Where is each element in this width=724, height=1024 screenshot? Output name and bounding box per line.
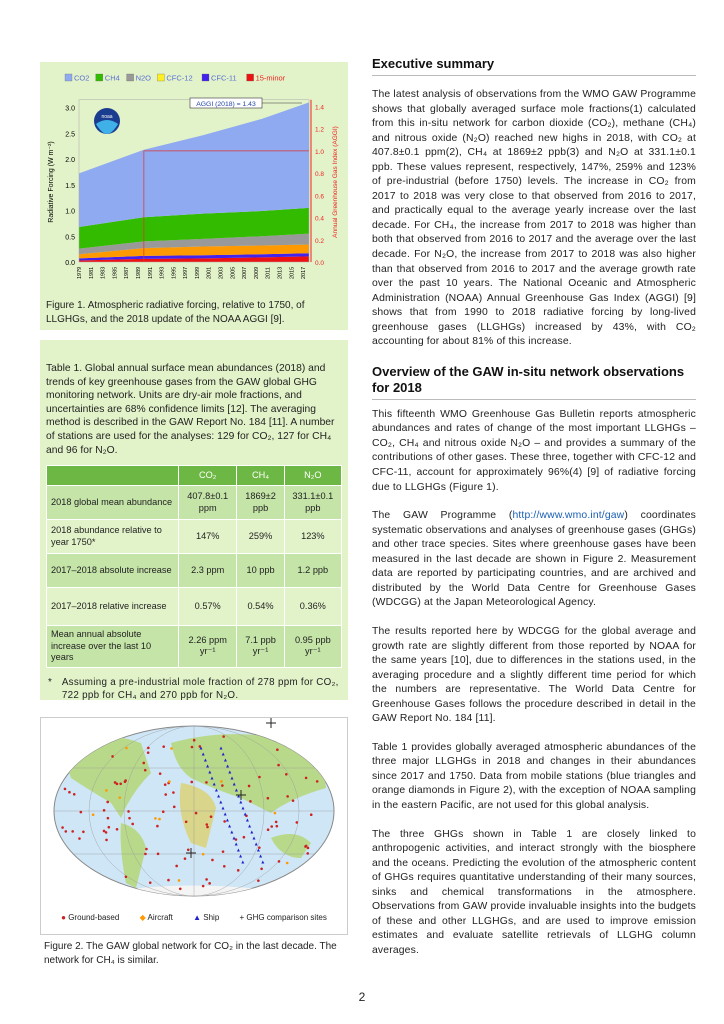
ground-based-icon: ●: [61, 913, 66, 922]
table-cell: 7.1 ppb yr⁻¹: [237, 626, 284, 668]
y-tick-label: 2.5: [65, 131, 75, 139]
station-marker: [178, 879, 181, 882]
y2-tick-label: 1.2: [315, 126, 325, 134]
station-marker: [147, 751, 150, 754]
page-number: 2: [358, 990, 366, 1004]
table1-footnote: * Assuming a pre-industrial mole fraction of 278 ppm for CO₂, 722 ppb for CH₄ and 270 ppb for N₂O.: [48, 676, 339, 701]
station-marker: [170, 747, 173, 750]
table1-box: [40, 340, 348, 700]
station-marker: [107, 817, 110, 820]
station-marker: [267, 797, 270, 800]
table-cell: 1869±2 ppb: [237, 486, 284, 520]
station-marker: [243, 836, 246, 839]
station-marker: [223, 865, 226, 868]
station-marker: [206, 826, 209, 829]
station-marker: [275, 821, 278, 824]
station-marker: [173, 806, 176, 809]
legend-swatch: [65, 74, 72, 81]
station-marker: [276, 748, 279, 751]
map-legend: ● Ground-based ◆ Aircraft ▲ Ship + GHG comparison sites: [61, 913, 327, 922]
station-marker: [211, 859, 214, 862]
row-label: 2017–2018 relative increase: [47, 588, 179, 626]
figure2-caption: Figure 2. The GAW global network for CO₂ in the last decade. The network for CH₄ is similar.: [44, 941, 337, 966]
legend-swatch: [202, 74, 209, 81]
aircraft-icon: ◆: [139, 913, 146, 922]
x-tick-label: 1993: [159, 266, 166, 279]
x-tick-label: 1979: [77, 266, 83, 279]
station-marker: [127, 810, 130, 813]
row-label: Mean annual absolute increase over the last 10 years: [47, 626, 179, 668]
station-marker: [154, 817, 157, 820]
table-row: [47, 626, 342, 668]
station-marker: [61, 826, 64, 829]
table-cell: 0.57%: [179, 588, 237, 626]
legend-swatch: [247, 74, 254, 81]
station-marker: [142, 762, 145, 765]
header-co2: CO₂: [179, 466, 237, 486]
y-tick-label: 0.5: [65, 234, 75, 242]
table-row: [47, 588, 342, 626]
table-cell: 331.1±0.1 ppb: [284, 486, 341, 520]
station-marker: [305, 845, 308, 848]
station-marker: [82, 830, 85, 833]
station-marker: [190, 781, 193, 784]
station-marker: [92, 813, 95, 816]
x-tick-label: 1989: [135, 266, 142, 279]
station-marker: [191, 746, 194, 749]
executive-summary-heading: Executive summary: [372, 56, 696, 76]
y2-tick-label: 1.4: [315, 104, 325, 112]
table-cell: 2.3 ppm: [179, 554, 237, 588]
executive-summary-text: The latest analysis of observations from the WMO GAW Programme shows that globally averaged surface mole fractions(1) calculated from this in-situ network for carbon dioxide (CO₂), methane (CH₄) and nitrous oxide (N₂O) reached new highs in 2018, with CO₂ at 407.8±0.1 ppm(2), CH₄ at 1869±2 ppb(3) and N₂O at 331.1±0.1 ppb. These values represent, respectively, 147%, 259% and 123% of pre-industrial (before 1750) levels. The increase in CO₂ from 2017 to 2018 was very close to that observed from 2016 to 2017, and practically equal to the average yearly increase over the last decade. For CH₄, the increase from 2017 to 2018 was higher than both that observed from 2016 to 2017 and the average over the last decade. For N₂O, the increase from 2017 to 2018 was also higher than that observed from 2016 to 2017 and the average growth rate over the past 10 years. The National Oceanic and Atmospheric Administration (NOAA) Annual Greenhouse Gas Index (AGGI) [9] shows that from 1990 to 2018 radiative forcing by long-lived greenhouse gases (LLGHGs) increased by 43%, with CO₂ accounting for about 81% of this increase.: [372, 89, 696, 348]
noaa-logo-text: noaa: [101, 114, 113, 120]
x-tick-label: 1997: [183, 266, 190, 279]
figure2-box: [40, 717, 348, 935]
x-tick-label: 1985: [112, 266, 119, 279]
station-marker: [292, 799, 295, 802]
table-cell: 0.36%: [284, 588, 341, 626]
station-marker: [125, 747, 128, 750]
station-marker: [285, 773, 288, 776]
station-marker: [162, 810, 165, 813]
station-marker: [119, 782, 122, 785]
station-marker: [202, 853, 205, 856]
header-n2o: N₂O: [284, 466, 341, 486]
station-marker: [64, 788, 67, 791]
station-marker: [195, 812, 198, 815]
y2-tick-label: 1.0: [315, 148, 325, 156]
table-cell: 123%: [284, 520, 341, 554]
legend-label: N2O: [135, 73, 152, 83]
x-tick-label: 1987: [124, 266, 131, 279]
x-tick-label: 2011: [265, 267, 272, 279]
station-marker: [184, 857, 187, 860]
station-marker: [145, 848, 148, 851]
table-cell: 147%: [179, 520, 237, 554]
station-marker: [144, 853, 147, 856]
table1-caption: Table 1. Global annual surface mean abundances (2018) and trends of key greenhouse gases from the GAW global GHG monitoring network. Units are dry-air mole fractions, and uncertainties are 68% confidence limits [12]. The averaging method is described in the GAW Report No. 184 [11]. A number of stations are used for the analyses: 129 for CO₂, 127 for CH₄ and 96 for N₂O.: [46, 363, 335, 456]
x-tick-label: 2009: [253, 266, 260, 279]
table-cell: 0.54%: [237, 588, 284, 626]
y2-tick-label: 0.4: [315, 215, 325, 223]
station-marker: [205, 878, 208, 881]
legend-label: CO2: [74, 73, 90, 83]
table-cell: 407.8±0.1 ppm: [179, 486, 237, 520]
station-marker: [286, 862, 289, 865]
station-marker: [73, 793, 76, 796]
station-marker: [108, 826, 111, 829]
station-marker: [147, 747, 150, 750]
row-label: 2018 global mean abundance: [47, 486, 179, 520]
overview-heading: Overview of the GAW in-situ network observations for 2018: [372, 364, 696, 400]
station-marker: [205, 781, 208, 784]
station-marker: [316, 780, 319, 783]
header-ch4: CH₄: [237, 466, 284, 486]
x-tick-label: 2007: [242, 266, 249, 279]
y2-tick-label: 0.8: [315, 171, 325, 179]
y2-tick-label: 0.6: [315, 193, 325, 201]
station-marker: [103, 809, 106, 812]
station-marker: [306, 852, 309, 855]
station-marker: [105, 831, 108, 834]
station-marker: [185, 820, 188, 823]
station-marker: [164, 793, 167, 796]
table-row: [47, 520, 342, 554]
legend-label: CH4: [104, 73, 120, 83]
table-row: [47, 554, 342, 588]
table-cell: 259%: [237, 520, 284, 554]
right-column: Executive summary The latest analysis of observations from the WMO GAW Programme shows that globally averaged surface mole fractions(1) calculated from this in-situ network for carbon dioxide (CO₂), methane (CH₄) and nitrous oxide (N₂O) reached new highs in 2018, with CO₂ at 407.8±0.1 ppm(2), CH₄ at 1869±2 ppb(3) and N₂O at 331.1±0.1 ppb. These values represent, respectively, 147%, 259% and 123% of pre-industrial (before 1750) levels. The increase in CO₂ from 2017 to 2018 was very close to that observed from 2016 to 2017, and practically equal to the average yearly increase over the last decade. For CH₄, the increase from 2017 to 2018 was higher than both that observed from 2016 to 2017 and the average over the last decade. For N₂O, the increase from 2017 to 2018 was also higher than that observed from 2016 to 2017 and the average growth rate over the past 10 years. The National Oceanic and Atmospheric Administration (NOAA) Annual Greenhouse Gas Index (AGGI) [9] shows that from 1990 to 2018 radiative forcing by long-lived greenhouse gases (LLGHGs) increased by 43%, with CO₂ accounting for about 81% of this increase. Overview of the GAW in-situ network observations for 2018 This fifteenth WMO Greenhouse Gas Bulletin reports atmospheric abundances and rates of change of the most important LLGHGs – CO₂, CH₄ and nitrous oxide N₂O – and provides a summary of the contributions of other gases. These three, together with CFC-12 and CFC-11, account for approximately 96%(4) [9] of radiative forcing due to LLGHGs (Figure 1). The GAW Programme (http://www.wmo.int/gaw) coordinates systematic observations and analyses of greenhouse gases (GHGs) and other trace species. Sites where greenhouse gases have been measured in the last decade are shown in Figure 2. Measurement data are reported by participating countries, and are archived and distributed by the World Data Centre for Greenhouse Gases (WDCGG) at the Japan Meteorological Agency. The results reported here by WDCGG for the global average and growth rate are slightly different from those reported by NOAA for the same years [10], due to differences in the stations used, in the averaging procedure and a slightly different time period for which the numbers are representative. The World Data Centre for Greenhouse Gases follows the procedure described in detail in the GAW Report No. 184 [11]. Table 1 provides globally averaged atmospheric abundances of the three major LLGHGs in 2018 and changes in their abundances since 2017 and 1750. Data from mobile stations (blue triangles and orange diamonds in Figure 2), with the exception of NOAA sampling in the eastern Pacific, are not used for this global analysis. The three GHGs shown in Table 1 are closely linked to anthropogenic activities, and interact strongly with the biosphere and the oceans. Predicting the evolution of the atmospheric content of GHGs requires quantitative understanding of their many sources, sinks and chemical transformations in the atmosphere. Observations from GAW provide invaluable insights into the budgets of these and other LLGHGs, and are used to improve emission estimates and evaluate satellite retrievals of LLGHG column averages.: [372, 56, 696, 956]
legend-label: 15-minor: [255, 73, 286, 83]
x-tick-label: 1999: [194, 266, 201, 279]
x-tick-label: 2015: [289, 266, 296, 279]
gaw-network-map: [41, 718, 347, 908]
legend-swatch: [127, 74, 134, 81]
y-tick-label: 0.0: [65, 260, 75, 267]
station-marker: [205, 823, 208, 826]
x-tick-label: 2001: [206, 266, 213, 279]
station-marker: [78, 837, 81, 840]
x-tick-label: 1981: [88, 266, 95, 279]
station-marker: [296, 821, 299, 824]
station-marker: [164, 783, 167, 786]
y2-axis-label: Annual Greenhouse Gas Index (AGGI): [332, 126, 339, 238]
legend-label: CFC-12: [166, 73, 193, 83]
station-marker: [278, 860, 281, 863]
y2-tick-label: 0.2: [315, 237, 325, 245]
noaa-logo-wave: [96, 120, 118, 134]
station-marker: [105, 839, 108, 842]
station-marker: [210, 815, 213, 818]
table-header-row: [47, 466, 342, 486]
station-marker: [162, 745, 165, 748]
station-marker: [156, 825, 159, 828]
station-marker: [157, 853, 160, 856]
ship-icon: ▲: [193, 913, 202, 922]
station-marker: [277, 764, 280, 767]
station-marker: [80, 811, 83, 814]
station-marker: [307, 847, 310, 850]
table-row: [47, 486, 342, 520]
figure1-caption: Figure 1. Atmospheric radiative forcing, relative to 1750, of LLGHGs, and the 2018 update of the NOAA AGGI [9].: [46, 300, 305, 325]
station-marker: [106, 801, 109, 804]
gaw-link[interactable]: http://www.wmo.int/gaw: [512, 510, 625, 522]
station-marker: [149, 881, 152, 884]
station-marker: [270, 825, 273, 828]
table-cell: 0.95 ppb yr⁻¹: [284, 626, 341, 668]
station-marker: [222, 735, 225, 738]
y-tick-label: 1.0: [65, 208, 75, 216]
station-marker: [310, 813, 313, 816]
station-marker: [179, 888, 182, 891]
station-marker: [221, 784, 224, 787]
y-axis-label: Radiative Forcing (W m⁻²): [48, 141, 55, 223]
station-marker: [118, 796, 121, 799]
station-marker: [167, 879, 170, 882]
station-marker: [68, 791, 71, 794]
radiative-forcing-chart: [40, 68, 348, 279]
figure1-box: [40, 62, 348, 330]
table-cell: 10 ppb: [237, 554, 284, 588]
station-marker: [223, 820, 226, 823]
station-marker: [124, 780, 127, 783]
table-cell: 1.2 ppb: [284, 554, 341, 588]
station-marker: [267, 828, 270, 831]
station-marker: [116, 828, 119, 831]
station-marker: [237, 869, 240, 872]
station-marker: [274, 812, 277, 815]
station-marker: [125, 875, 128, 878]
table1: [46, 465, 342, 668]
x-tick-label: 1995: [171, 266, 178, 279]
station-marker: [158, 818, 161, 821]
station-marker: [105, 789, 108, 792]
station-marker: [111, 755, 114, 758]
station-marker: [64, 830, 67, 833]
comparison-site-icon: +: [239, 913, 245, 922]
y-tick-label: 3.0: [65, 105, 75, 113]
station-marker: [128, 817, 131, 820]
row-label: 2018 abundance relative to year 1750*: [47, 520, 179, 554]
station-marker: [260, 867, 263, 870]
x-tick-label: 2017: [301, 266, 308, 279]
station-marker: [248, 785, 251, 788]
station-marker: [175, 865, 178, 868]
y2-tick-label: 0.0: [315, 260, 325, 267]
station-marker: [193, 739, 196, 742]
station-marker: [71, 830, 74, 833]
station-marker: [187, 848, 190, 851]
x-tick-label: 2013: [277, 266, 284, 279]
station-marker: [220, 780, 223, 783]
station-marker: [222, 850, 225, 853]
row-label: 2017–2018 absolute increase: [47, 554, 179, 588]
y-tick-label: 2.0: [65, 157, 75, 164]
station-marker: [159, 772, 162, 775]
station-marker: [202, 885, 205, 888]
aggi-annotation: AGGI (2018) = 1.43: [196, 101, 256, 108]
station-marker: [144, 769, 147, 772]
station-marker: [257, 879, 260, 882]
station-marker: [131, 823, 134, 826]
station-marker: [276, 825, 279, 828]
station-marker: [168, 780, 171, 783]
x-tick-label: 1983: [100, 266, 107, 279]
station-marker: [208, 882, 211, 885]
y-tick-label: 1.5: [65, 182, 75, 190]
legend-label: CFC-11: [211, 73, 237, 83]
station-marker: [286, 795, 289, 798]
station-marker: [258, 776, 261, 779]
station-marker: [114, 781, 117, 784]
x-tick-label: 2003: [218, 266, 225, 279]
station-marker: [172, 791, 175, 794]
station-marker: [249, 800, 252, 803]
x-tick-label: 2005: [230, 266, 237, 279]
table-cell: 2.26 ppm yr⁻¹: [179, 626, 237, 668]
x-tick-label: 1991: [147, 266, 154, 279]
legend-swatch: [96, 74, 103, 81]
station-marker: [305, 777, 308, 780]
legend-swatch: [157, 74, 164, 81]
